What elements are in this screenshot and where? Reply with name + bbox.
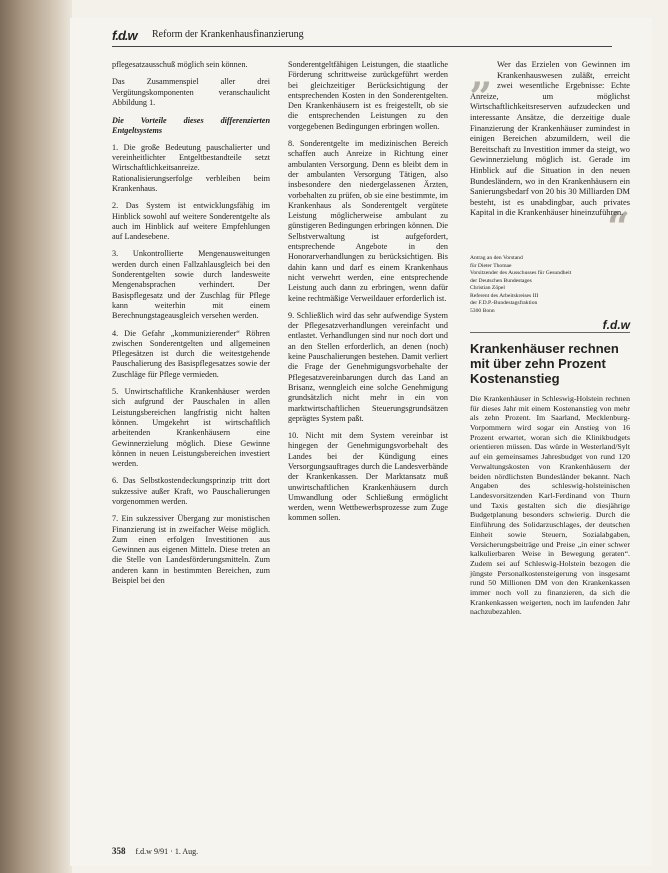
list-item: 7. Ein sukzessiver Übergang zur monistischen Finanzierung ist in zweifacher Weise möglich. Zum einen erfolgen Investitionen aus Gewinnen aus eigenen Mitteln. Diese treten an die Stelle von Landesförderungsmitteln. Zum anderen kann in bestimmten Bereichen, zum Beispiel bei den bbox=[112, 514, 270, 586]
running-title: Reform der Krankenhausfinanzierung bbox=[152, 29, 304, 40]
author-line: 5300 Bonn bbox=[470, 308, 495, 315]
list-item: 4. Die Gefahr „kommunizierender“ Röhren zwischen Sonderentgelten und allgemeinen Pflegesätzen ist durch die weitestgehende Pauschalierung des Basispflegesatzes sowie der Zuschläge für Pflege vermieden. bbox=[112, 328, 270, 379]
author-line: Vorsitzender des Ausschusses für Gesundheit bbox=[470, 270, 572, 277]
author-line: der F.D.P.-Bundestagsfraktion bbox=[470, 300, 538, 307]
paragraph: Das Zusammenspiel aller drei Vergütungskomponenten veranschaulicht Abbildung 1. bbox=[112, 77, 270, 107]
article-headline: Krankenhäuser rechnen mit über zehn Prozent Kostenanstieg bbox=[470, 340, 619, 386]
author-line: für Dieter Thomae bbox=[470, 262, 512, 269]
list-item: Sonderentgeltfähigen Leistungen, die staatliche Förderung schrittweise zurückgeführt werden bei gleichzeitiger Berücksichtigung der entsprechenden Kosten in den Sonderentgelten. Den Krankenhäusern ist es freigestellt, ob sie die entsprechenden Leistungen zu den vorgegebenen Bedingungen erbringen wollen. bbox=[288, 60, 448, 131]
column-3 bbox=[470, 51, 630, 617]
author-line: Christian Zöpel bbox=[470, 285, 505, 292]
book-spine-shadow bbox=[0, 0, 72, 873]
paragraph: pflegesatzausschuß möglich sein können. bbox=[112, 60, 248, 69]
running-header bbox=[112, 26, 612, 47]
open-quote-icon: „ bbox=[470, 51, 494, 98]
section-subheading: Die Vorteile dieses differenzierten Entgeltsystems bbox=[112, 116, 270, 136]
author-block bbox=[470, 255, 630, 316]
column-1 bbox=[112, 60, 270, 593]
list-item: 9. Schließlich wird das sehr aufwendige System der Pflegesatzverhandlungen vereinfacht und entlastet. Verhandlungen sind nur noch dort und an den Stellen erforderlich, an denen (noch) keine Pauschalierungen bestehen. Damit verliert die Frage der Genehmigungsvorbehalte der Pflegesatzvereinbarungen durch das Land an Brisanz, wenngleich eine solche Genehmigung grundsätzlich nicht mehr in ein von marktwirtschaftlichen Steuerungsgrundsätzen geprägtes System paßt. bbox=[288, 310, 448, 423]
pull-quote bbox=[470, 51, 630, 251]
article-body: Die Krankenhäuser in Schleswig-Holstein rechnen für dieses Jahr mit einem Kostenanstieg von mehr als zehn Prozent. Im Saarland, Mecklenburg-Vorpommern wird sogar ein Anstieg von 16 Prozent erwartet, woran sich die Klinikbudgets orientieren müssen. Das würde in Westerland/Sylt auf ein gemeinsames Jahresbudget von rund 120 Verwaltungskosten von Krankenhäusern der beiden nördlichsten Bundesländer bekannt. Nach Angaben des schleswig-holsteinischen Landesvorsitzenden Karl-Ferdinand von Thurn und Taxis gestalten sich die diesjährige Budgetplanung besonders schwierig. Durch die Einführung des Solidarzuschlages, der deutschen Einheit sowie Steuern, Sozialabgaben, Versicherungsbeiträge und Preise „in einer schwer kalkulierbaren Weise in Bewegung geraten“. Zudem sei auf Schleswig-Holstein bezogen die jüngste Personalkostensteigerung von insgesamt rund 50 Millionen DM von den Krankenkassen immer noch voll zu finanzieren, da sich die Krankenkassen weigerten, noch im laufenden Jahr nachzubezahlen. bbox=[470, 393, 630, 617]
close-quote-icon: “ bbox=[606, 203, 630, 251]
list-item: 3. Unkontrollierte Mengenausweitungen werden durch einen Fallzahlausgleich bei den Sonderentgelten sowie durch landesweite Mengenabsprachen verhindert. Der Basispflegesatz und der Zuschlag für Pflege kann weiterhin mit einem Berechnungstageausgleich versehen werden. bbox=[112, 249, 270, 321]
list-item: 1. Die große Bedeutung pauschalierter und vereinheitlichter Entgeltbestandteile setzt Wirtschaftlichkeitsanreize. Rationalisierungserfolge verbleiben beim Krankenhaus. bbox=[112, 142, 270, 193]
page-footer bbox=[112, 846, 198, 856]
publication-logo: f.d.w bbox=[112, 28, 137, 43]
list-item: 10. Nicht mit dem System vereinbar ist hingegen der Genehmigungsvorbehalt des Landes bei der Kündigung eines Versorgungsauftrages durch die Landesverbände der Krankenkassen. Der Marktansatz muß unwirtschaftlichen Krankenhäusern durch Umwandlung oder Schließung ermöglicht werden, wenn Wettbewerbsprozesse zum Zuge kommen sollen. bbox=[288, 431, 448, 523]
page-number: 358 bbox=[112, 846, 126, 856]
list-item: 8. Sonderentgelte im medizinischen Bereich schaffen auch Anreize in Richtung einer ambulanten Versorgung. Denn es bleibt dem in der ambulanten Versorgung Tätigen, also insbesondere den niedergelassenen Ärzten, vorbehalten zu prüfen, ob sie eine bestimmte, im Krankenhaus als Sonderentgelt vergütete Leistung möglicherweise ambulant zu günstigeren Bedingungen erbringen können. Die Selbstverwaltung ist aufgefordert, entsprechende Angebote in den Honorarverhandlungen zu berücksichtigen. Bis dahin kann und darf es einem Krankenhaus nicht verwehrt werden, eine entsprechende Leistung auch dann zu erbringen, wenn dafür keine rechtmäßige Verweildauer erforderlich ist. bbox=[288, 139, 448, 303]
column-2 bbox=[288, 60, 448, 531]
list-item: 5. Unwirtschaftliche Krankenhäuser werden sich aufgrund der Pauschalen in allen Leistungsbereichen langfristig nicht halten können. Umgekehrt ist wirtschaftlich arbeitenden Krankenhäusern eine Gewinnerzielung möglich. Diese Gewinne können in neuen Leistungsbereichen investiert werden. bbox=[112, 387, 270, 469]
author-line: Antrag an den Vorstand bbox=[470, 254, 523, 261]
list-item: 6. Das Selbstkostendeckungsprinzip tritt dort sukzessive außer Kraft, wo Pauschalierungen vorgenommen werden. bbox=[112, 476, 270, 506]
section-logo: f.d.w bbox=[602, 317, 630, 332]
author-line: der Deutschen Bundestages bbox=[470, 277, 532, 284]
list-item: 2. Das System ist entwicklungsfähig im Hinblick sowohl auf weitere Sonderentgelte als auch im Hinblick auf weitere Empfehlungen auf Landesebene. bbox=[112, 201, 270, 242]
divider bbox=[470, 332, 630, 333]
issue-info: f.d.w 9/91 · 1. Aug. bbox=[135, 847, 199, 856]
author-line: Referent des Arbeitskreises III bbox=[470, 292, 539, 299]
pull-quote-text: Wer das Erzielen von Gewinnen im Krankenhauswesen zuläßt, erreicht zwei wesentliche Ergebnisse: Echte Anreize, um möglichst Wirtschaftlichkeitsreserven aufzudecken und interessante Ansätze, die derzeitige duale Finanzierung der Krankenhäuser zumindest in einigen Bereichen abzumildern, weil die Bereitschaft zu Investition immer da steigt, wo Gewinnerzielung möglich ist. Gerade im Hinblick auf die Situation in den neuen Bundesländern, wo in den Krankenhäusern ein Sanierungsbedarf von 20 bis 30 Milliarden DM besteht, ist es unabdingbar, auch privates Kapital in die Krankenhäuser hineinzuführen. bbox=[470, 60, 630, 218]
